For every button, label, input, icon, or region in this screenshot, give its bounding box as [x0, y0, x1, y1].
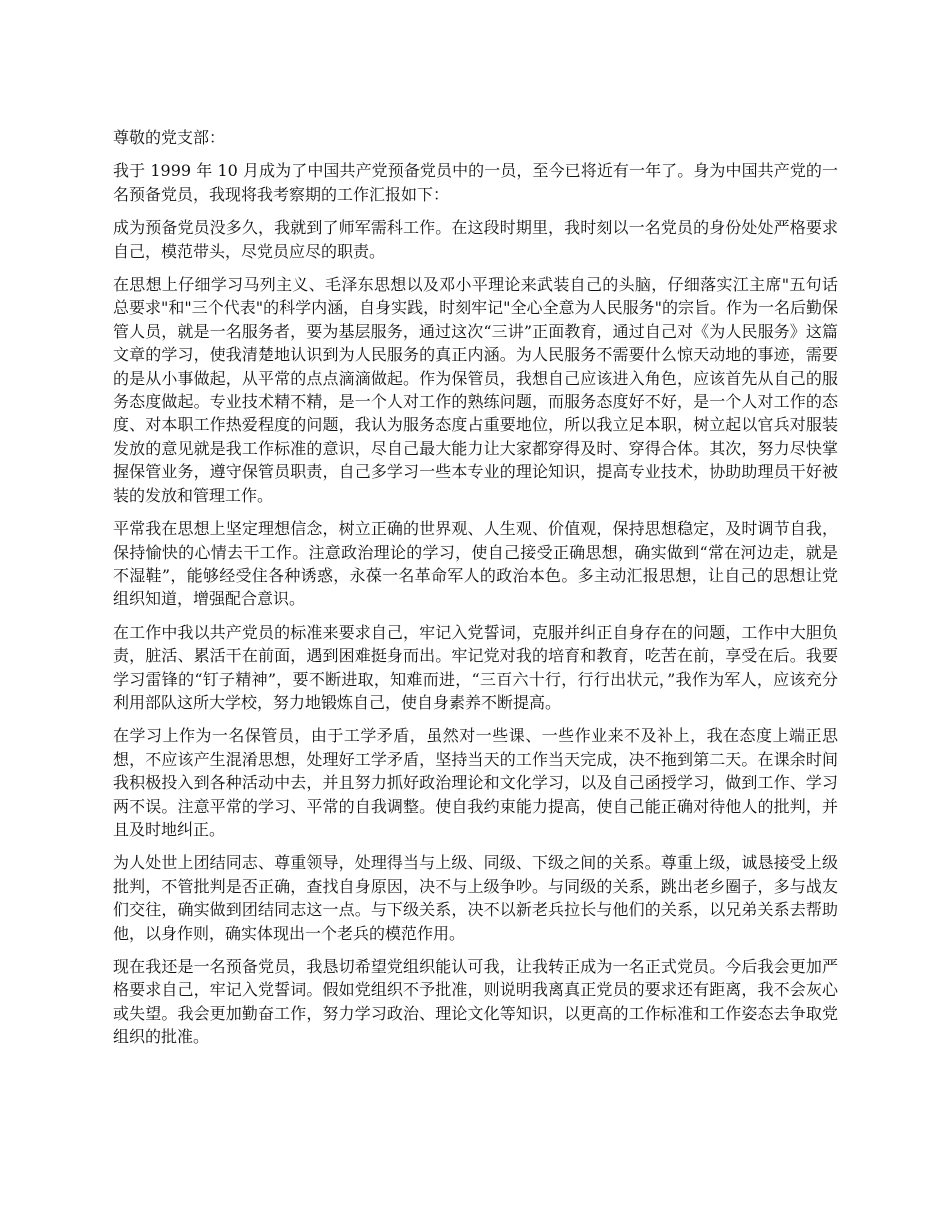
paragraph-intro: 我于 1999 年 10 月成为了中国共产党预备党员中的一员，至今已将近有一年了。身为中国共产党的一名预备党员，我现将我考察期的工作汇报如下： [113, 161, 838, 204]
paragraph-ideology: 在思想上仔细学习马列主义、毛泽东思想以及邓小平理论来武装自己的头脑，仔细落实江主席"五句话总要求"和"三个代表"的科学内涵，自身实践，时刻牢记"全心全意为人民服务"的宗旨。作为一名后勤保管人员，就是一名服务者，要为基层服务，通过这次“三讲”正面教育，通过自己对《为人民服务》这篇文章的学习，使我清楚地认识到为人民服务的真正内涵。为人民服务不需要什么惊天动地的事迹，需要的是从小事做起，从平常的点点滴滴做起。作为保管员，我想自己应该进入角色，应该首先从自己的服务态度做起。专业技术精不精，是一个人对工作的熟练问题，而服务态度好不好，是一个人对工作的态度、对本职工作热爱程度的问题，我认为服务态度占重要地位，所以我立足本职，树立起以官兵对服装发放的意见就是我工作标准的意识，尽自己最大能力让大家都穿得及时、穿得合体。其次，努力尽快掌握保管业务，遵守保管员职责，自己多学习一些本专业的理论知识，提高专业技术，协助助理员干好被装的发放和管理工作。 [113, 275, 838, 505]
paragraph-study: 在学习上作为一名保管员，由于工学矛盾，虽然对一些课、一些作业来不及补上，我在态度上端正思想，不应该产生混淆思想，处理好工学矛盾，坚持当天的工作当天完成，决不拖到第二天。在课余时间我积极投入到各种活动中去，并且努力抓好政治理论和文化学习，以及自己函授学习，做到工作、学习两不误。注意平常的学习、平常的自我调整。使自我约束能力提高，使自己能正确对待他人的批判，并且及时地纠正。 [113, 726, 838, 839]
paragraph-relations: 为人处世上团结同志、尊重领导，处理得当与上级、同级、下级之间的关系。尊重上级，诚恳接受上级批判，不管批判是否正确，查找自身原因，决不与上级争吵。与同级的关系，跳出老乡圈子，多与战友们交往，确实做到团结同志这一点。与下级关系，决不以新老兵拉长与他们的关系，以兄弟关系去帮助他，以身作则，确实体现出一个老兵的模范作用。 [113, 853, 838, 943]
paragraph-work: 在工作中我以共产党员的标准来要求自己，牢记入党誓词，克服并纠正自身存在的问题，工作中大胆负责，脏活、累活干在前面，遇到困难挺身而出。牢记党对我的培育和教育，吃苦在前，享受在后。我要学习雷锋的“钉子精神”，要不断进取，知难而进，“三百六十行，行行出状元，”我作为军人，应该充分利用部队这所大学校，努力地锻炼自己，使自身素养不断提高。 [113, 622, 838, 712]
paragraph-position: 成为预备党员没多久，我就到了师军需科工作。在这段时期里，我时刻以一名党员的身份处处严格要求自己，模范带头，尽党员应尽的职责。 [113, 218, 838, 261]
document-body [113, 126, 838, 1059]
paragraph-beliefs: 平常我在思想上坚定理想信念，树立正确的世界观、人生观、价值观，保持思想稳定，及时调节自我，保持愉快的心情去干工作。注意政治理论的学习，使自己接受正确思想，确实做到“常在河边走，就是不湿鞋”，能够经受住各种诱惑，永葆一名革命军人的政治本色。多主动汇报思想，让自己的思想让党组织知道，增强配合意识。 [113, 519, 838, 609]
salutation: 尊敬的党支部： [113, 128, 226, 147]
paragraph-conclusion: 现在我还是一名预备党员，我恳切希望党组织能认可我，让我转正成为一名正式党员。今后我会更加严格要求自己，牢记入党誓词。假如党组织不予批准，则说明我离真正党员的要求还有距离，我不会灰心或失望。我会更加勤奋工作，努力学习政治、理论文化等知识，以更高的工作标准和工作姿态去争取党组织的批准。 [113, 957, 838, 1047]
